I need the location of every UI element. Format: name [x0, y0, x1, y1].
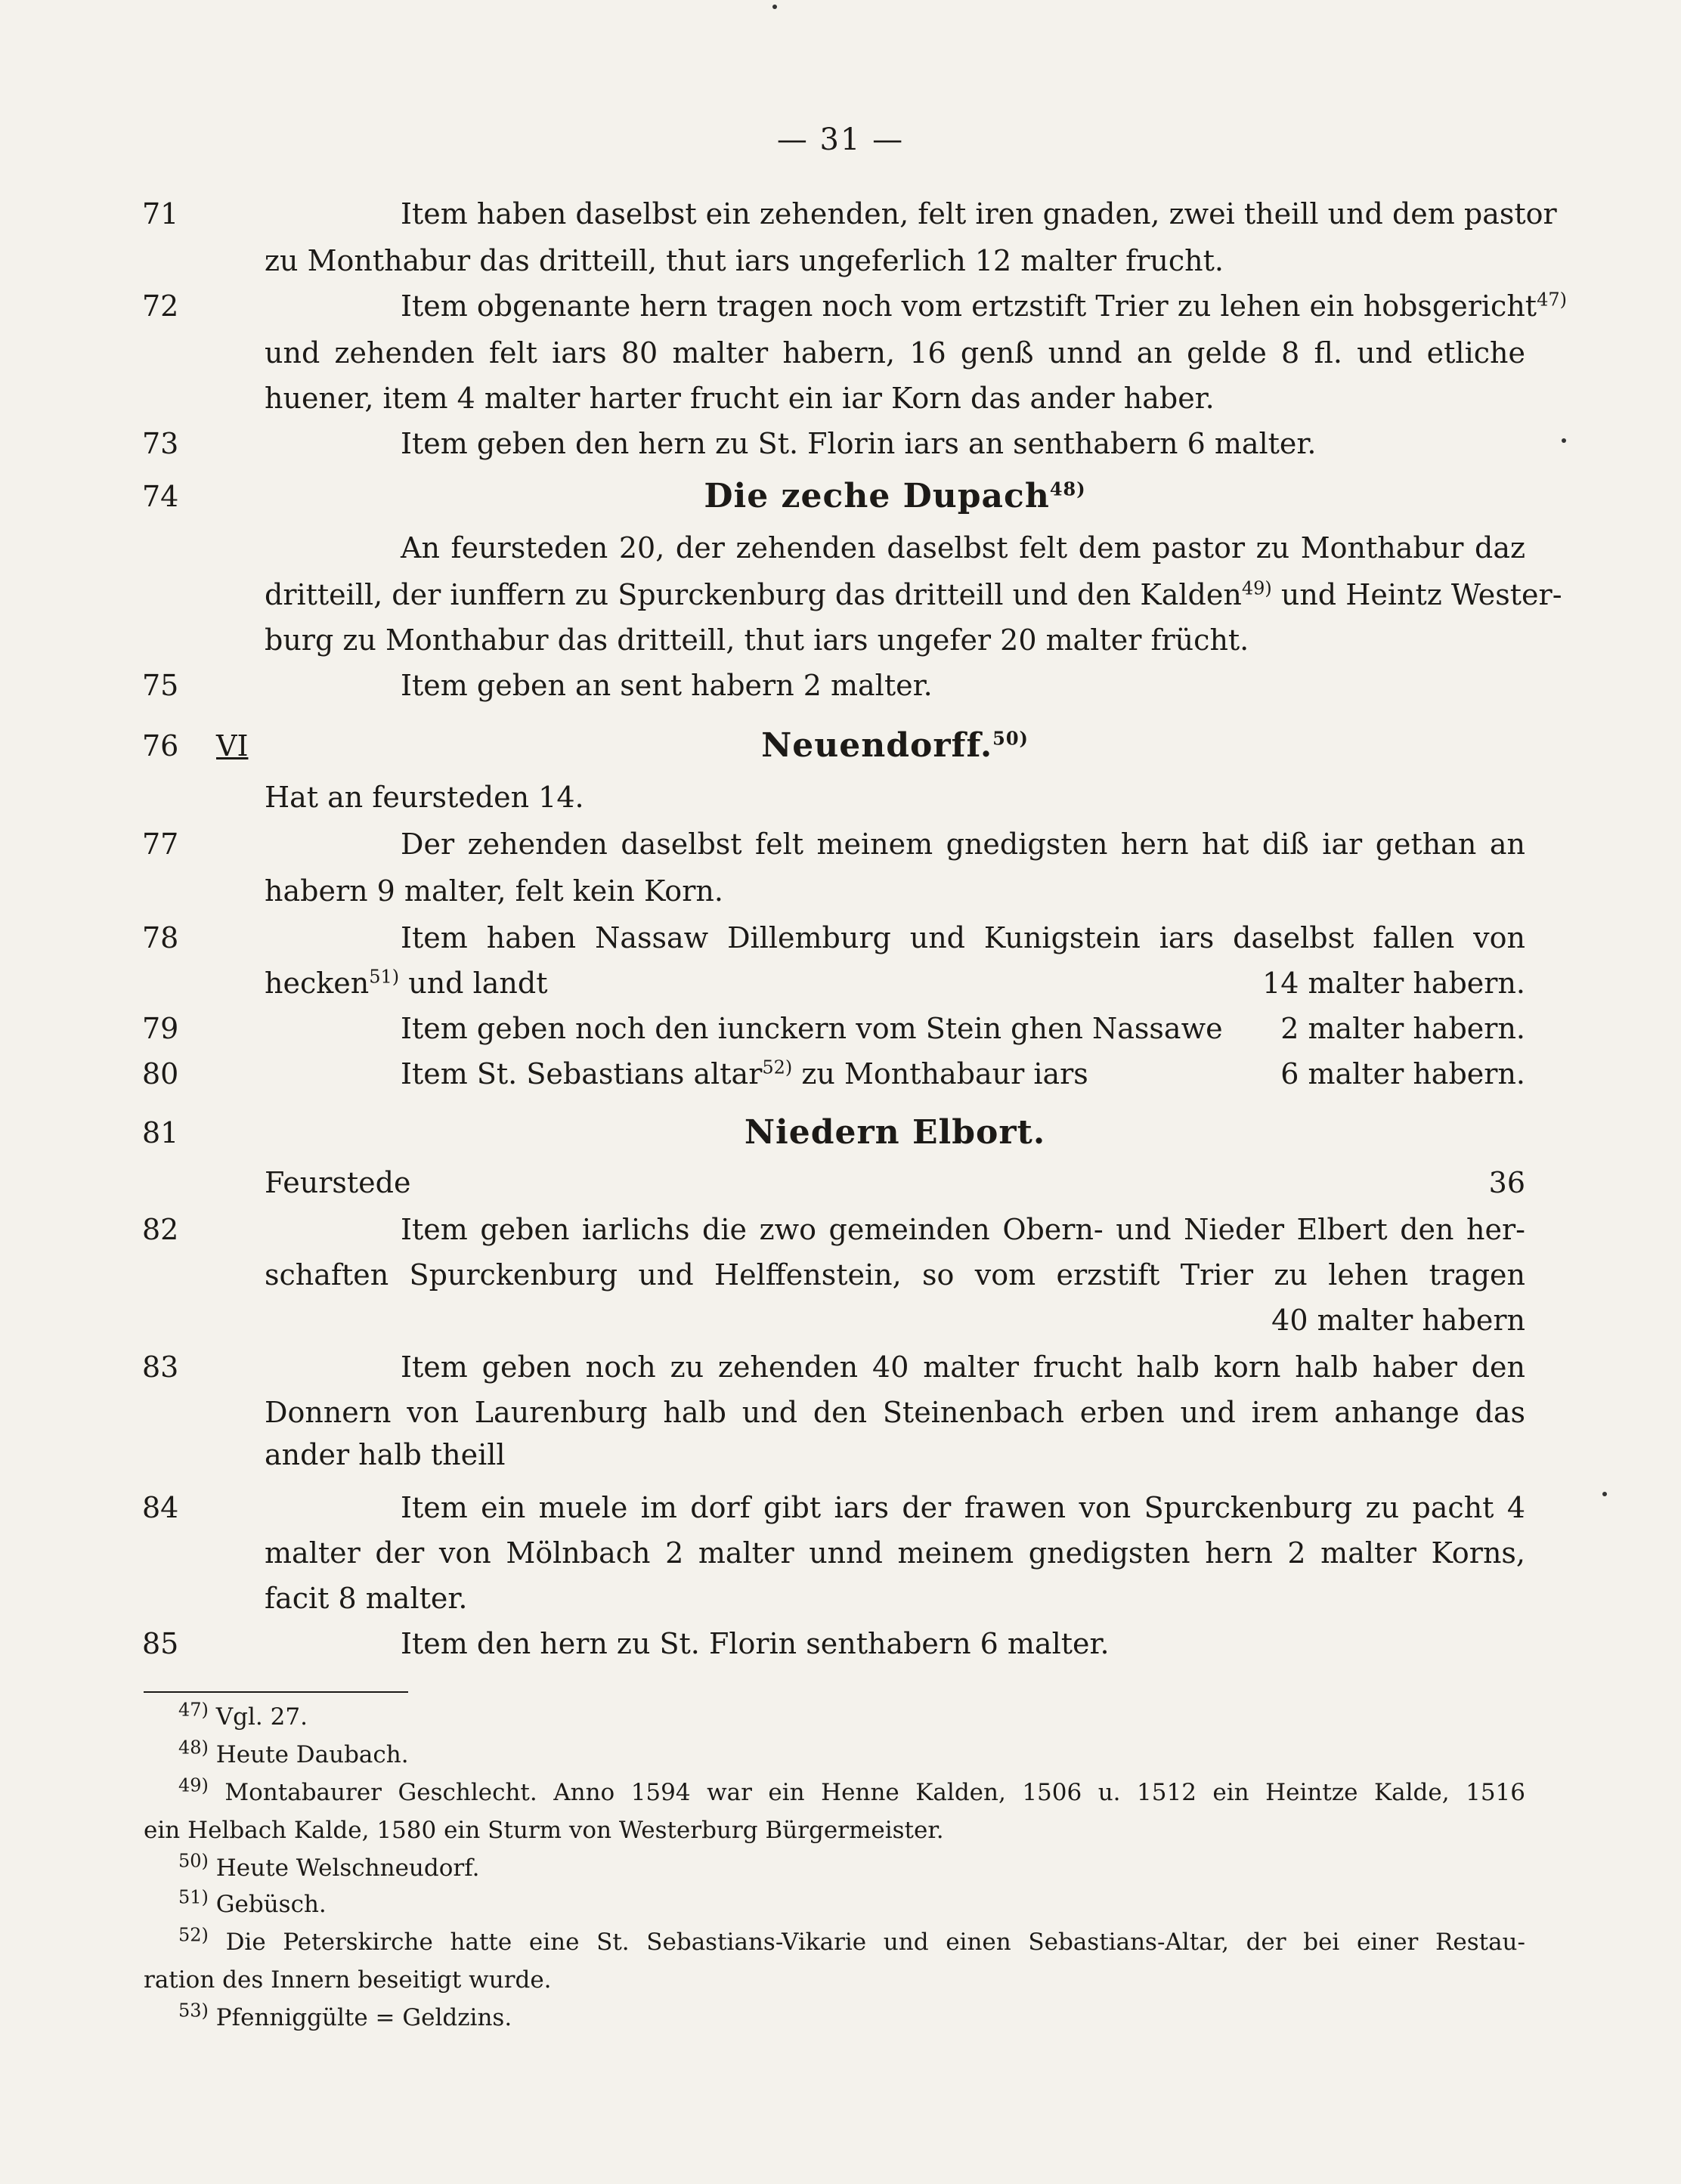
entry-84-line-2: malter der von Mölnbach 2 malter unnd meinem gnedigsten hern 2 malter Korns, — [265, 1536, 1525, 1570]
entry-71-line-1: 71 Item haben daselbst ein zehenden, felt iren gnaden, zwei theill und dem pastor — [0, 190, 1681, 237]
entry-number: 78 — [142, 921, 179, 954]
entry-72-line-3: huener, item 4 malter harter frucht ein iar Korn das ander haber. — [265, 382, 1215, 415]
entry-73-line-1: 73 Item geben den hern zu St. Florin iars an senthabern 6 malter. — [0, 420, 1681, 467]
entry-76-line-1: Hat an feursteden 14. — [265, 781, 584, 814]
footnote-52: $^{52)}$ Die Peterskirche hatte eine St. Sebastians-Vikarie und einen Sebastians-Altar, der bei einer Restau- — [178, 1924, 1525, 1956]
entry-78-line-2: hecken$^{51)}$ und landt 14 malter habern. — [265, 966, 1525, 1000]
page-number: — 31 — — [776, 122, 905, 157]
footnote-ref: 47) — [1537, 289, 1567, 311]
footnote-49-cont: ein Helbach Kalde, 1580 ein Sturm von Westerburg Bürgermeister. — [144, 1817, 944, 1844]
footnote-53: $^{53)}$ Pfenniggülte = Geldzins. — [178, 2000, 512, 2031]
footnote-52-cont: ration des Innern beseitigt wurde. — [144, 1966, 552, 1994]
entry-80-line-1: 80 Item St. Sebastians altar$^{52)}$ zu Monthabaur iars 6 malter habern. — [0, 1050, 1681, 1097]
entry-number: 72 — [142, 289, 179, 323]
entry-81-line-1: Feurstede 36 — [265, 1166, 1525, 1199]
entry-number: 75 — [142, 669, 179, 702]
entry-number: 81 — [142, 1116, 179, 1149]
entry-84-line-1: 84 Item ein muele im dorf gibt iars der frawen von Spurckenburg zu pacht 4 — [0, 1484, 1681, 1531]
entry-72-line-1: 72 Item obgenante hern tragen noch vom ertzstift Trier zu lehen ein hobsgericht$^{47)}$ — [0, 283, 1681, 329]
speck — [1562, 438, 1566, 443]
entry-number: 84 — [142, 1491, 179, 1524]
entry-85-line-1: 85 Item den hern zu St. Florin senthabern 6 malter. — [0, 1620, 1681, 1667]
entry-74-line-2: dritteill, der iunffern zu Spurckenburg das dritteill und den Kalden$^{49)}$ und Heintz Wester- — [265, 577, 1562, 611]
entry-number: 71 — [142, 197, 179, 230]
entry-72-line-2: und zehenden felt iars 80 malter habern, 16 genß unnd an gelde 8 fl. und etliche — [265, 336, 1525, 370]
footnote-divider — [144, 1691, 408, 1693]
entry-83-line-2: Donnern von Laurenburg halb und den Steinenbach erben und irem anhange das — [265, 1396, 1525, 1429]
entry-71-line-2: zu Monthabur das dritteill, thut iars ungeferlich 12 malter frucht. — [265, 244, 1224, 277]
entry-82-line-2: schaften Spurckenburg und Helffenstein, so vom erzstift Trier zu lehen tragen — [265, 1258, 1525, 1292]
entry-77-line-2: habern 9 malter, felt kein Korn. — [265, 874, 723, 908]
entry-75-line-1: 75 Item geben an sent habern 2 malter. — [0, 662, 1681, 709]
section-heading: Neuendorff.$^{50)}$ — [761, 726, 1029, 765]
entry-83-line-1: 83 Item geben noch zu zehenden 40 malter frucht halb korn halb haber den — [0, 1344, 1681, 1391]
entry-number: 85 — [142, 1627, 179, 1660]
footnote-48: $^{48)}$ Heute Daubach. — [178, 1737, 409, 1768]
entry-number: 80 — [142, 1057, 179, 1090]
entry-number: 82 — [142, 1213, 179, 1246]
entry-81-heading-line — [0, 1109, 1681, 1156]
entry-number: 76 — [142, 729, 179, 763]
entry-74-line-1: An feursteden 20, der zehenden daselbst felt dem pastor zu Monthabur daz — [401, 531, 1525, 565]
entry-82-line-1: 82 Item geben iarlichs die zwo gemeinden Obern- und Nieder Elbert den her- — [0, 1206, 1681, 1253]
entry-77-line-1: 77 Der zehenden daselbst felt meinem gnedigsten hern hat diß iar gethan an — [0, 821, 1681, 868]
footnote-51: $^{51)}$ Gebüsch. — [178, 1886, 327, 1918]
entry-number: 73 — [142, 427, 179, 460]
entry-number: 74 — [142, 480, 179, 513]
entry-number: 83 — [142, 1350, 179, 1384]
footnote-47: $^{47)}$ Vgl. 27. — [178, 1699, 308, 1731]
footnote-50: $^{50)}$ Heute Welschneudorf. — [178, 1850, 480, 1882]
folio-marker: VI — [216, 729, 249, 763]
section-heading: Die zeche Dupach$^{48)}$ — [704, 477, 1086, 515]
entry-76-heading-line — [0, 722, 1681, 769]
entry-number: 79 — [142, 1012, 179, 1045]
entry-74-heading-line — [0, 473, 1681, 520]
speck — [772, 5, 777, 9]
entry-84-line-3: facit 8 malter. — [265, 1582, 468, 1615]
entry-79-line-1: 79 Item geben noch den iunckern vom Stein ghen Nassawe 2 malter habern. — [0, 1005, 1681, 1052]
entry-number: 77 — [142, 828, 179, 861]
entry-78-line-1: 78 Item haben Nassaw Dillemburg und Kunigstein iars daselbst fallen von — [0, 914, 1681, 961]
section-heading: Niedern Elbort. — [744, 1113, 1046, 1152]
speck — [1602, 1492, 1607, 1496]
entry-82-line-3: 40 malter habern — [1271, 1304, 1525, 1337]
footnote-49: $^{49)}$ Montabaurer Geschlecht. Anno 1594 war ein Henne Kalden, 1506 u. 1512 ein Heintze Kalde, 1516 — [178, 1774, 1525, 1806]
entry-83-line-3: ander halb theill — [265, 1438, 506, 1471]
entry-74-line-3: burg zu Monthabur das dritteill, thut iars ungefer 20 malter frücht. — [265, 623, 1249, 657]
